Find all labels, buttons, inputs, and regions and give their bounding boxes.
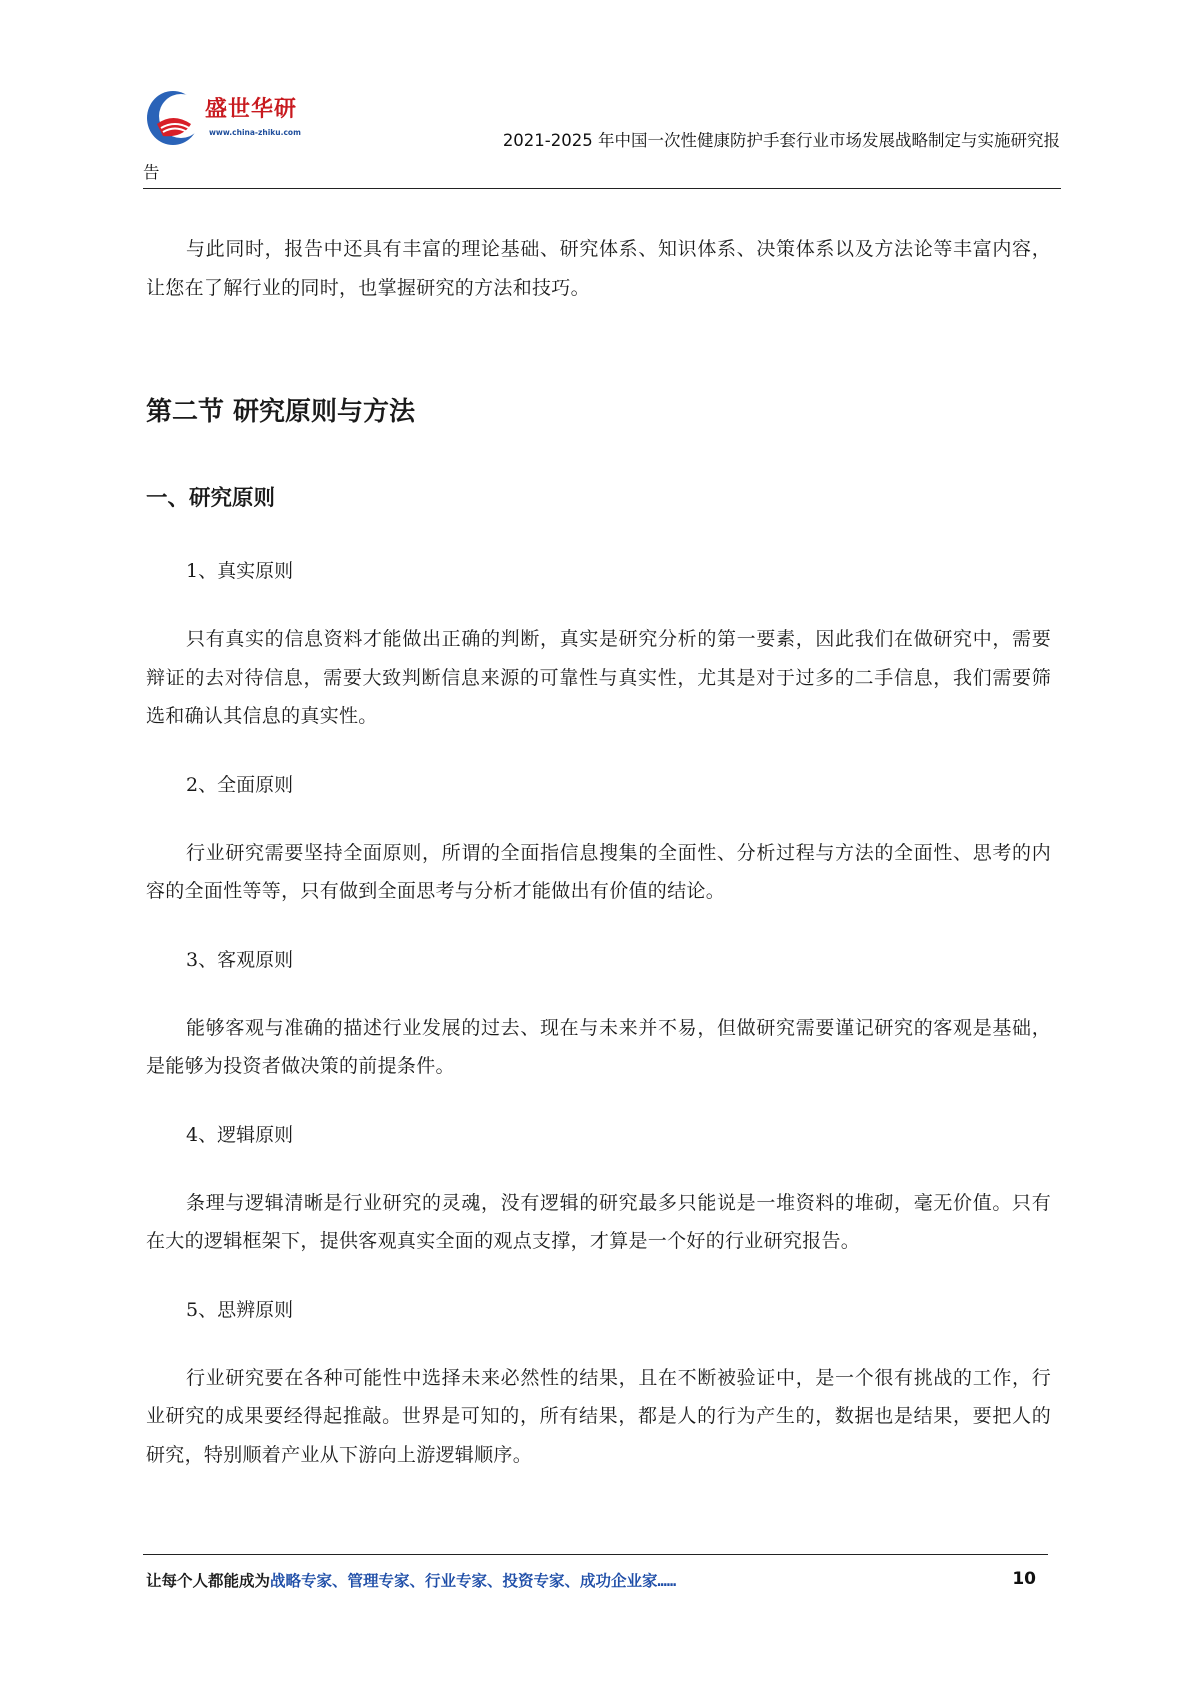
page-content	[146, 230, 1051, 1474]
principle-heading: 4、逻辑原则	[186, 1123, 294, 1146]
footer-divider	[143, 1554, 1048, 1555]
principle-heading: 1、真实原则	[186, 560, 294, 582]
footer-slogan-highlight: 战略专家、管理专家、行业专家、投资专家、成功企业家……	[270, 1572, 677, 1590]
page-number: 10	[1012, 1569, 1036, 1589]
report-title: 2021-2025 年中国一次性健康防护手套行业市场发展战略制定与实施研究报	[502, 131, 1060, 150]
header-divider	[143, 188, 1061, 189]
intro-paragraph: 与此同时，报告中还具有丰富的理论基础、研究体系、知识体系、决策体系以及方法论等丰富内容，让您在了解行业的同时，也掌握研究的方法和技巧。	[146, 238, 1051, 299]
principle-heading: 2、全面原则	[186, 773, 294, 796]
principle-text: 行业研究需要坚持全面原则，所谓的全面指信息搜集的全面性、分析过程与方法的全面性、思考的内容的全面性等等，只有做到全面思考与分析才能做出有价值的结论。	[146, 841, 1051, 902]
principle-text: 行业研究要在各种可能性中选择未来必然性的结果，且在不断被验证中，是一个很有挑战的工作，行业研究的成果要经得起推敲。世界是可知的，所有结果，都是人的行为产生的，数据也是结果，要把人的研究，特别顺着产业从下游向上游逻辑顺序。	[146, 1366, 1051, 1466]
principle-text: 能够客观与准确的描述行业发展的过去、现在与未来并不易，但做研究需要谨记研究的客观是基础，是能够为投资者做决策的前提条件。	[146, 1016, 1051, 1077]
section-title: 第二节 研究原则与方法	[146, 397, 416, 427]
principle-heading: 3、客观原则	[186, 948, 294, 971]
principle-heading: 5、思辨原则	[186, 1298, 294, 1321]
page-footer	[146, 1569, 1036, 1591]
footer-slogan-prefix: 让每个人都能成为	[146, 1572, 271, 1590]
subsection-title: 一、研究原则	[146, 486, 276, 511]
report-title-continued: 告	[143, 163, 160, 182]
principle-text: 条理与逻辑清晰是行业研究的灵魂，没有逻辑的研究最多只能说是一堆资料的堆砌，毫无价值。只有在大的逻辑框架下，提供客观真实全面的观点支撑，才算是一个好的行业研究报告。	[146, 1191, 1051, 1252]
principle-text: 只有真实的信息资料才能做出正确的判断，真实是研究分析的第一要素，因此我们在做研究中，需要辩证的去对待信息，需要大致判断信息来源的可靠性与真实性，尤其是对于过多的二手信息，我们需要筛选和确认其信息的真实性。	[146, 628, 1051, 727]
logo-url: www.china-zhiku.com	[209, 128, 301, 137]
logo-name: 盛世华研	[205, 97, 298, 122]
page-header	[143, 78, 1060, 188]
